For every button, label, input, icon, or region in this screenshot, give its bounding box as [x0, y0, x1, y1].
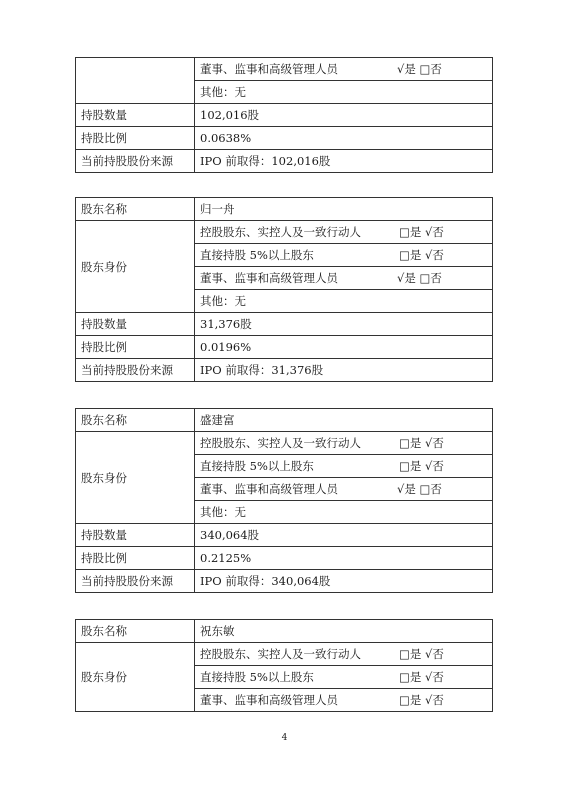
identity-option: 直接持股 5%以上股东 [200, 670, 314, 684]
row-value: 340,064股 [195, 524, 493, 547]
identity-option-cell [195, 478, 493, 501]
table-row [76, 359, 493, 382]
identity-option: 董事、监事和高级管理人员 [200, 271, 338, 285]
identity-choice: □是 √否 [399, 647, 444, 661]
row-label: 持股数量 [76, 313, 195, 336]
table-row [76, 58, 493, 81]
table-row [76, 547, 493, 570]
identity-option: 直接持股 5%以上股东 [200, 459, 314, 473]
identity-option-cell [195, 221, 493, 244]
identity-choice: □是 √否 [399, 248, 444, 262]
table-row [76, 524, 493, 547]
identity-option-cell [195, 689, 493, 712]
row-label: 当前持股股份来源 [76, 150, 195, 173]
table-row [76, 150, 493, 173]
row-value: IPO 前取得：31,376股 [195, 359, 493, 382]
page-number: 4 [281, 733, 288, 743]
identity-choice: √是 □否 [397, 482, 442, 496]
identity-choice: □是 √否 [399, 693, 444, 707]
identity-other: 其他：无 [195, 501, 493, 524]
identity-label: 股东身份 [76, 432, 195, 524]
table-row [76, 409, 493, 432]
table-row [76, 643, 493, 666]
identity-choice: □是 √否 [399, 436, 444, 450]
row-value: 0.2125% [195, 547, 493, 570]
identity-option: 董事、监事和高级管理人员 [200, 482, 338, 496]
shareholder-name: 归一舟 [195, 198, 493, 221]
row-value: IPO 前取得：102,016股 [195, 150, 493, 173]
row-label: 持股比例 [76, 127, 195, 150]
shareholder-table-3 [75, 619, 493, 712]
row-value: 102,016股 [195, 104, 493, 127]
identity-option: 直接持股 5%以上股东 [200, 248, 314, 262]
identity-other: 其他：无 [195, 290, 493, 313]
identity-choice: □是 √否 [399, 459, 444, 473]
identity-choice: √是 □否 [397, 62, 442, 76]
table-row [76, 127, 493, 150]
table-row [76, 570, 493, 593]
row-label: 持股比例 [76, 547, 195, 570]
identity-option-cell [195, 58, 493, 81]
identity-option-cell [195, 267, 493, 290]
identity-option-cell [195, 244, 493, 267]
table-row [76, 104, 493, 127]
identity-option: 董事、监事和高级管理人员 [200, 693, 338, 707]
identity-label: 股东身份 [76, 221, 195, 313]
identity-choice: √是 □否 [397, 271, 442, 285]
identity-label-cell [76, 58, 195, 104]
shareholder-table-continued [75, 57, 493, 173]
identity-option: 董事、监事和高级管理人员 [200, 62, 338, 76]
shareholder-name: 祝东敏 [195, 620, 493, 643]
identity-choice: □是 √否 [399, 670, 444, 684]
identity-option-cell [195, 643, 493, 666]
row-label: 当前持股股份来源 [76, 570, 195, 593]
row-value: 31,376股 [195, 313, 493, 336]
row-label: 持股数量 [76, 524, 195, 547]
identity-option-cell [195, 432, 493, 455]
identity-option: 控股股东、实控人及一致行动人 [200, 436, 361, 450]
table-row [76, 313, 493, 336]
identity-option-cell [195, 455, 493, 478]
identity-other: 其他：无 [195, 81, 493, 104]
name-label: 股东名称 [76, 198, 195, 221]
shareholder-table-1 [75, 197, 493, 382]
row-value: IPO 前取得：340,064股 [195, 570, 493, 593]
row-label: 持股数量 [76, 104, 195, 127]
identity-option: 控股股东、实控人及一致行动人 [200, 225, 361, 239]
name-label: 股东名称 [76, 409, 195, 432]
table-row [76, 432, 493, 455]
identity-label: 股东身份 [76, 643, 195, 712]
name-label: 股东名称 [76, 620, 195, 643]
table-row [76, 620, 493, 643]
shareholder-table-2 [75, 408, 493, 593]
table-row [76, 198, 493, 221]
identity-option: 控股股东、实控人及一致行动人 [200, 647, 361, 661]
identity-option-cell [195, 666, 493, 689]
row-label: 当前持股股份来源 [76, 359, 195, 382]
row-label: 持股比例 [76, 336, 195, 359]
table-row [76, 221, 493, 244]
row-value: 0.0196% [195, 336, 493, 359]
identity-choice: □是 √否 [399, 225, 444, 239]
shareholder-name: 盛建富 [195, 409, 493, 432]
row-value: 0.0638% [195, 127, 493, 150]
table-row [76, 336, 493, 359]
